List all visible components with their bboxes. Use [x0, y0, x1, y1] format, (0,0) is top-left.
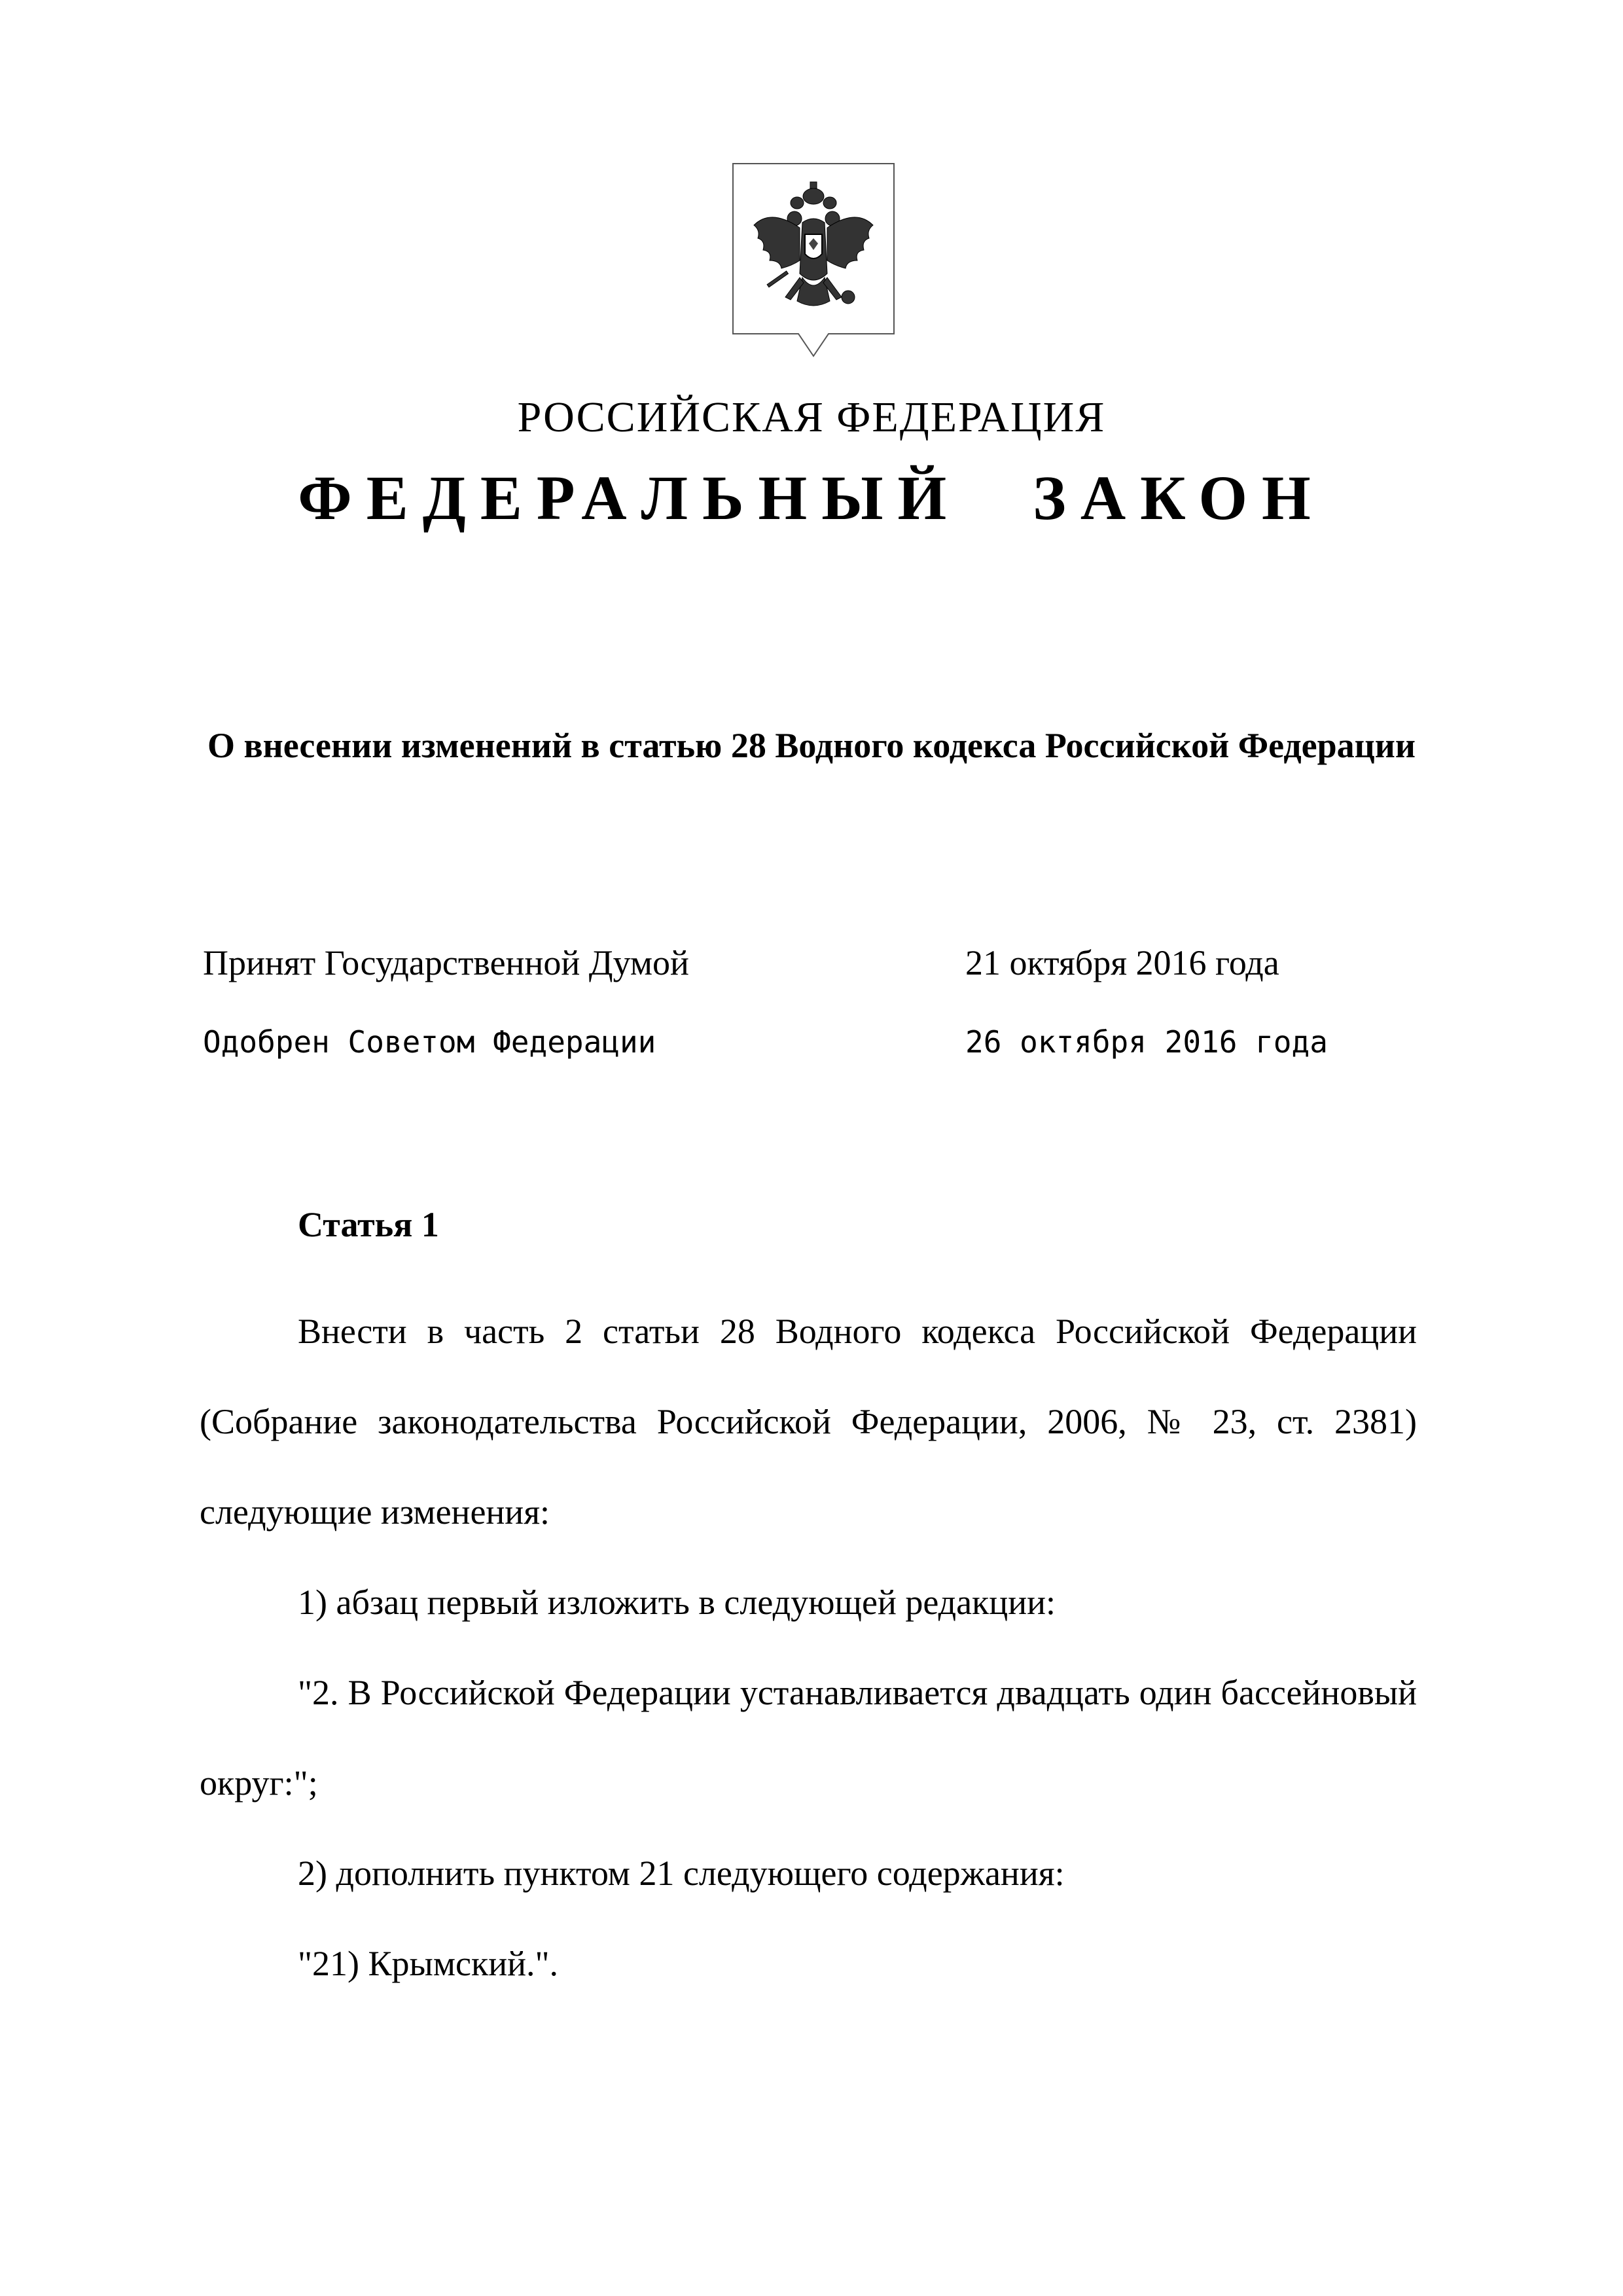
article-paragraph: "21) Крымский.". — [298, 1944, 559, 1983]
article-paragraph: Внести в часть 2 статьи 28 Водного кодекса Российской Федерации (Собрание законодательства Российской Федерации, 2006, № 23, ст. 2381) следующие изменения: — [200, 1312, 1417, 1532]
article-heading: Статья 1 — [298, 1205, 439, 1244]
article-body — [200, 1286, 1417, 2009]
duma-adoption-label: Принят Государственной Думой — [203, 943, 689, 982]
council-approval-label: Одобрен Советом Федерации — [203, 1024, 656, 1060]
document-type-word-2: ЗАКОН — [1033, 463, 1325, 533]
coat-of-arms-icon — [732, 162, 895, 359]
document-type-heading — [0, 461, 1623, 534]
article-paragraph: "2. В Российской Федерации устанавливается двадцать один бассейновый округ:"; — [200, 1673, 1417, 1803]
document-type-word-1: ФЕДЕРАЛЬНЫЙ — [298, 463, 961, 533]
country-name: РОССИЙСКАЯ ФЕДЕРАЦИЯ — [517, 393, 1106, 441]
law-title: О внесении изменений в статью 28 Водного кодекса Российской Федерации — [207, 726, 1416, 765]
article-paragraph: 1) абзац первый изложить в следующей редакции: — [298, 1583, 1056, 1622]
council-approval-date: 26 октября 2016 года — [965, 1024, 1328, 1060]
duma-adoption-date: 21 октября 2016 года — [965, 943, 1279, 982]
article-paragraph: 2) дополнить пунктом 21 следующего содержания: — [298, 1854, 1065, 1893]
